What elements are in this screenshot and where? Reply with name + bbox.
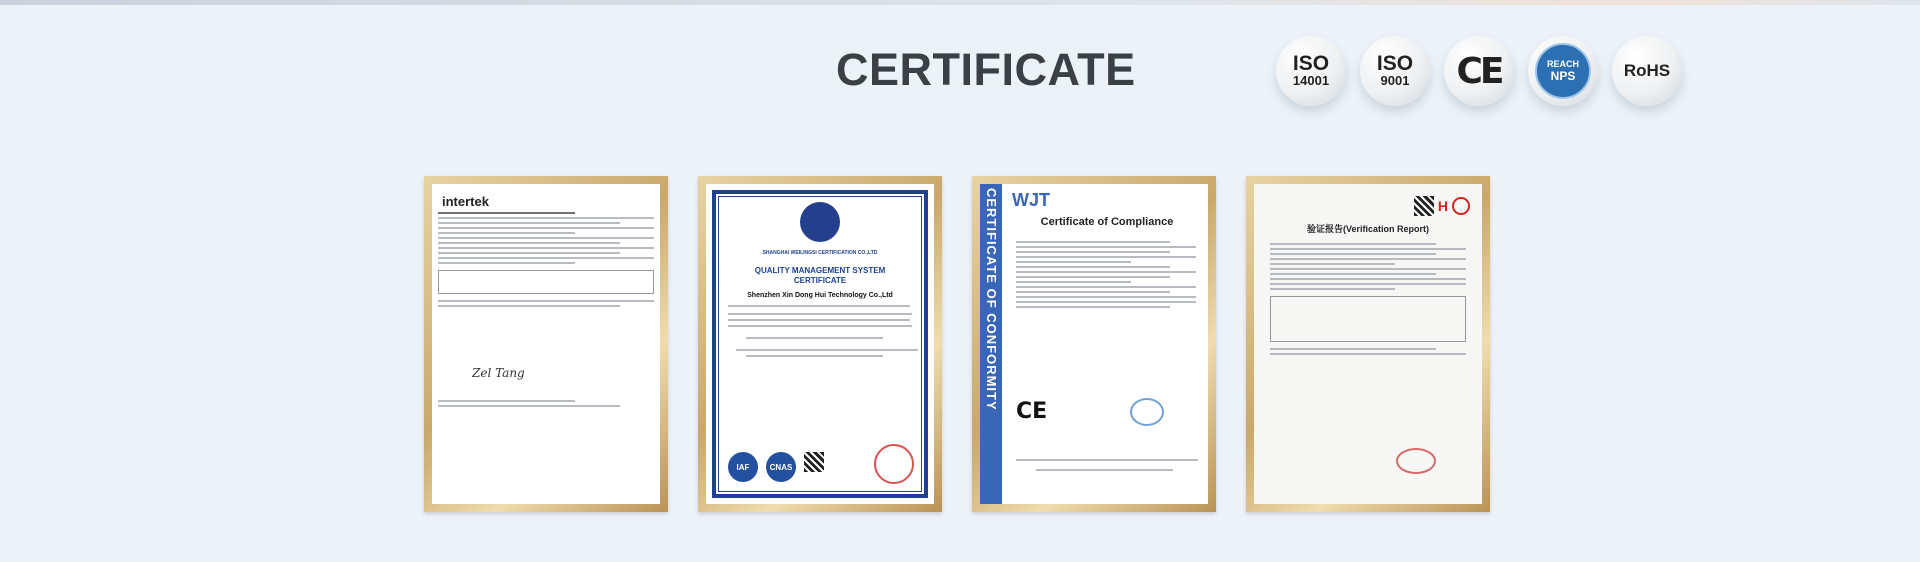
text-line [1016,241,1170,243]
badge-text: ISO [1292,52,1330,75]
text-line [1016,266,1170,268]
badge-text: REACH [1546,59,1579,69]
ce-badge-icon [1444,36,1514,106]
text-line [438,305,620,307]
badge-text: 14001 [1292,73,1330,88]
text-line [438,242,620,244]
red-stamp-icon [874,444,914,484]
text-line [1016,246,1196,248]
spacer [432,310,660,366]
certificate-paper [980,184,1208,504]
text-line [438,217,654,219]
reach-nps-badge-icon [1528,36,1598,106]
text-line [1270,283,1466,285]
text-line [1016,459,1198,461]
top-strip [0,0,1920,5]
qr-code-icon [1414,196,1434,216]
certificate-frame-verification[interactable] [1246,176,1490,512]
cnas-logo: CNAS [766,452,796,482]
certificate-frame-qms[interactable] [698,176,942,512]
badge-text: 9001 [1380,73,1410,88]
side-band [980,184,1002,504]
text-line [1270,348,1436,350]
report-table [1270,296,1466,342]
text-line [1036,469,1173,471]
text-line [1270,253,1436,255]
wjt-logo: WJT [1012,190,1050,210]
intertek-logo: intertek [442,194,489,209]
text-line [1270,258,1466,260]
text-line [1016,306,1170,308]
qr-code-icon [804,452,824,472]
holder-name: Shenzhen Xin Dong Hui Technology Co.,Ltd [747,292,893,299]
blue-stamp-icon [1130,398,1164,426]
text-line [438,405,620,407]
text-line [1016,296,1196,298]
certificate-body [1264,240,1472,358]
text-line [1016,256,1196,258]
text-line [438,212,575,214]
signature: Zel Tang [472,366,525,380]
check-seal-icon [1452,197,1470,215]
iso-14001-badge-icon [1276,36,1346,106]
certificate-body [1010,238,1202,311]
text-line [438,400,575,402]
badge-text: NPS [1550,69,1576,83]
text-line [1016,276,1170,278]
text-line [438,300,654,302]
badge-text: RoHS [1623,61,1671,80]
text-line [438,262,575,264]
text-line [1016,281,1131,283]
text-line [438,222,620,224]
rohs-badge-icon [1612,36,1682,106]
certificate-paper [432,184,660,504]
certificate-frame-conformity[interactable] [972,176,1216,512]
text-line [1016,301,1196,303]
accreditation-logos [728,452,824,482]
iaf-logo: IAF [728,452,758,482]
ce-mark-icon: CE [1016,399,1048,424]
text-line [1270,263,1395,265]
text-line [1270,268,1466,270]
certificate-title: Certificate of Compliance [1040,216,1174,228]
text-line [1016,271,1196,273]
certificate-paper [1254,184,1482,504]
text-line [1270,243,1436,245]
text-line [438,247,654,249]
text-line [438,237,654,239]
issuer-name: SHANGHAI WEILINGSI CERTIFICATION CO.,LTD [762,250,878,256]
text-line [1270,273,1436,275]
result-table [438,270,654,294]
certificate-paper [706,184,934,504]
reach-seal [1535,43,1591,99]
iso-9001-badge-icon [1360,36,1430,106]
badge-text: ISO [1376,52,1414,75]
text-line [438,252,620,254]
text-line [1270,278,1466,280]
text-line [438,227,654,229]
certificate-title: 验证报告(Verification Report) [1306,224,1429,234]
red-stamp-icon [1396,448,1436,474]
text-line [438,232,575,234]
text-line [1270,248,1466,250]
page-title: CERTIFICATE [836,44,1136,95]
certificate-title: QUALITY MANAGEMENT SYSTEM [754,266,886,275]
report-logos [1414,196,1470,216]
text-line [1016,291,1170,293]
text-line [1016,261,1131,263]
certificate-subtitle: CERTIFICATE [793,276,847,285]
text-line [438,257,654,259]
certificate-frame-intertek[interactable] [424,176,668,512]
badge-text: CE [1456,50,1502,92]
h-logo: H [1437,198,1448,214]
side-text: CERTIFICATE OF CONFORMITY [984,188,999,411]
text-line [1016,251,1170,253]
text-line [1270,353,1466,355]
text-line [1016,286,1196,288]
text-line [1270,288,1395,290]
